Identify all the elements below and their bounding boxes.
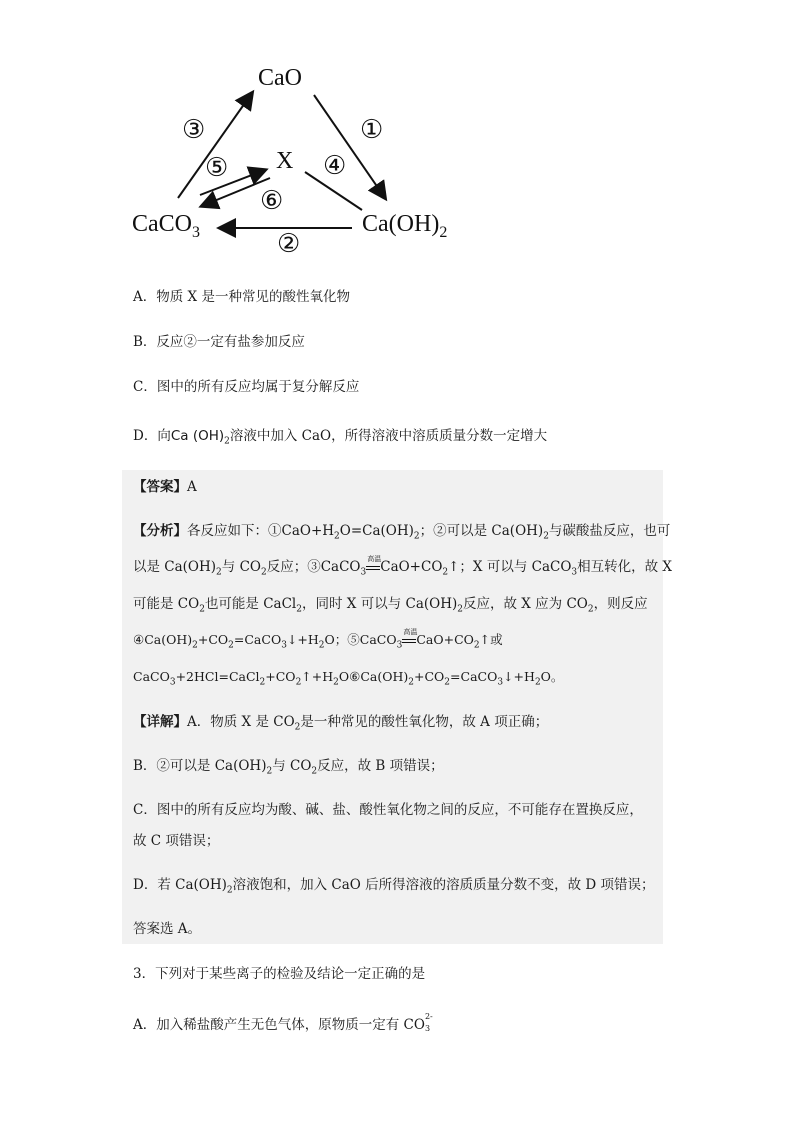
analysis-text: O；⑤CaCO — [324, 632, 397, 647]
option-d-suffix: 溶液中加入 CaO，所得溶液中溶质质量分数一定增大 — [229, 428, 548, 444]
subscript: 2 — [442, 567, 449, 578]
subscript: 2 — [295, 677, 302, 688]
analysis-text: 可能是 CO — [133, 596, 200, 612]
detail-text: D．若 Ca(OH) — [133, 877, 227, 893]
analysis-text: ，同时 X 可以与 Ca(OH) — [302, 596, 458, 612]
node-caoh2-sub: 2 — [439, 223, 448, 241]
analysis-text: ↓+H — [286, 632, 319, 647]
subscript: 2 — [543, 531, 549, 542]
subscript: 3 — [396, 640, 403, 651]
option-d-formula: Ca (OH) — [170, 428, 225, 444]
analysis-text: +CO — [265, 669, 296, 684]
analysis-text: ↓+H — [503, 669, 535, 684]
subscript: 2 — [413, 531, 420, 542]
detail-final: 答案选 A。 — [133, 921, 202, 937]
subscript: 2 — [534, 677, 541, 688]
detail-text: 溶液饱和，加入 CaO 后所得溶液的溶质质量分数不变，故 D 项错误； — [232, 877, 655, 893]
detail-text: A．物质 X 是 CO — [187, 714, 295, 730]
heat-condition — [402, 630, 416, 650]
subscript: 2 — [334, 531, 340, 542]
analysis-text: +CO — [414, 669, 445, 684]
detail-line-d — [133, 875, 655, 895]
analysis-text: O=Ca(OH) — [339, 523, 414, 539]
analysis-text: O。 — [540, 669, 564, 684]
detail-line-c1: C．图中的所有反应均为酸、碱、盐、酸性氧化物之间的反应，不可能存在置换反应， — [133, 802, 643, 818]
analysis-text: CaO+CO — [380, 559, 443, 575]
node-x: X — [276, 148, 294, 174]
subscript: 3 — [360, 567, 367, 578]
analysis-line-1 — [133, 521, 670, 541]
subscript: 2 — [408, 677, 414, 688]
analysis-text: 也可能是 CaCl — [204, 596, 297, 612]
detail-label: 【详解】 — [133, 714, 187, 730]
analysis-label: 【分析】 — [133, 523, 187, 539]
reaction-1-label: ① — [360, 115, 384, 145]
analysis-line-4 — [133, 630, 503, 650]
subscript: 3 — [281, 640, 287, 651]
analysis-text: 以是 Ca(OH) — [133, 559, 217, 575]
subscript: 2 — [333, 677, 339, 688]
subscript: 3 — [169, 677, 176, 688]
analysis-text: ；②可以是 Ca(OH) — [419, 523, 544, 539]
option-d-prefix: D．向 — [133, 428, 171, 444]
subscript: 3 — [497, 677, 504, 688]
analysis-text: +CO — [197, 632, 229, 647]
analysis-text: ↑；X 可以与 CaCO — [448, 559, 572, 575]
subscript: 2 — [457, 604, 463, 615]
subscript: 2 — [311, 766, 318, 777]
analysis-text: CaO+CO — [416, 632, 474, 647]
ion-charge: 2- 3 — [424, 1012, 433, 1033]
analysis-text: +2HCl=CaCl — [175, 669, 260, 684]
reaction-diagram — [120, 55, 450, 265]
reaction-2-label: ② — [277, 229, 301, 259]
analysis-line-3 — [133, 594, 648, 614]
arrow-cao-to-caoh2 — [314, 95, 385, 198]
analysis-text: 反应，故 X 应为 CO — [462, 596, 588, 612]
heat-condition — [366, 557, 380, 577]
option-d-sub: 2 — [224, 436, 230, 447]
detail-text: 与 CO — [272, 758, 312, 774]
analysis-text: CaCO — [133, 669, 170, 684]
option-b: B．反应②一定有盐参加反应 — [133, 334, 305, 350]
node-caco3-text: CaCO — [132, 211, 192, 237]
detail-text: 反应，故 B 项错误； — [317, 758, 444, 774]
subscript: 2 — [294, 722, 301, 733]
detail-line-a — [133, 712, 548, 732]
question-3-stem: 3．下列对于某些离子的检验及结论一定正确的是 — [133, 966, 426, 982]
subscript: 2 — [226, 885, 233, 896]
option-d — [133, 426, 547, 446]
analysis-text: ↑或 — [479, 632, 503, 647]
analysis-text: 与碳酸盐反应，也可 — [548, 523, 671, 539]
detail-line-c2: 故 C 项错误； — [133, 833, 220, 849]
analysis-text: =CaCO — [450, 669, 498, 684]
node-caco3-sub: 3 — [192, 223, 200, 241]
subscript: 2 — [266, 766, 273, 777]
analysis-text: 相互转化，故 X — [577, 559, 673, 575]
analysis-text: 与 CO — [221, 559, 261, 575]
solution-block — [122, 470, 663, 944]
reaction-4-label: ④ — [323, 151, 347, 181]
subscript: 2 — [259, 677, 266, 688]
answer-value: A — [187, 479, 197, 495]
subscript: 2 — [296, 604, 302, 615]
question-3-option-a — [133, 1012, 435, 1035]
node-cao: CaO — [258, 65, 302, 91]
option-a: A．物质 X 是一种常见的酸性氧化物 — [133, 289, 350, 305]
analysis-text: O⑥Ca(OH) — [338, 669, 409, 684]
subscript: 2 — [260, 567, 267, 578]
analysis-text: ↑+H — [301, 669, 334, 684]
subscript: 2 — [473, 640, 480, 651]
heat-label: 高温 — [367, 555, 382, 563]
subscript: 2 — [318, 640, 325, 651]
analysis-text: 反应；③CaCO — [266, 559, 361, 575]
option-c: C．图中的所有反应均属于复分解反应 — [133, 379, 360, 395]
subscript: 2 — [228, 640, 234, 651]
detail-text: 是一种常见的酸性氧化物，故 A 项正确； — [300, 714, 549, 730]
analysis-text: ④Ca(OH) — [133, 632, 193, 647]
analysis-text: ，则反应 — [593, 596, 648, 612]
subscript: 3 — [571, 567, 578, 578]
subscript: 2 — [444, 677, 451, 688]
analysis-text: =CaCO — [233, 632, 282, 647]
heat-label: 高温 — [403, 628, 418, 636]
analysis-text: 各反应如下：①CaO+H — [187, 523, 335, 539]
reaction-3-label: ③ — [182, 115, 206, 145]
reaction-5-label: ⑤ — [205, 153, 229, 183]
analysis-line-2 — [133, 557, 672, 577]
answer-label: 【答案】 — [133, 479, 187, 495]
reaction-6-label: ⑥ — [260, 186, 284, 216]
subscript: 2 — [192, 640, 198, 651]
node-caoh2 — [362, 211, 448, 241]
subscript: 2 — [587, 604, 594, 615]
detail-text: B．②可以是 Ca(OH) — [133, 758, 267, 774]
node-caoh2-text: Ca(OH) — [362, 211, 440, 237]
subscript: 2 — [216, 567, 222, 578]
node-caco3 — [132, 211, 200, 241]
analysis-line-5 — [133, 667, 563, 687]
option-text: A．加入稀盐酸产生无色气体，原物质一定有 CO — [133, 1017, 425, 1033]
answer-line — [133, 477, 197, 497]
detail-line-b — [133, 756, 444, 776]
subscript: 2 — [199, 604, 205, 615]
